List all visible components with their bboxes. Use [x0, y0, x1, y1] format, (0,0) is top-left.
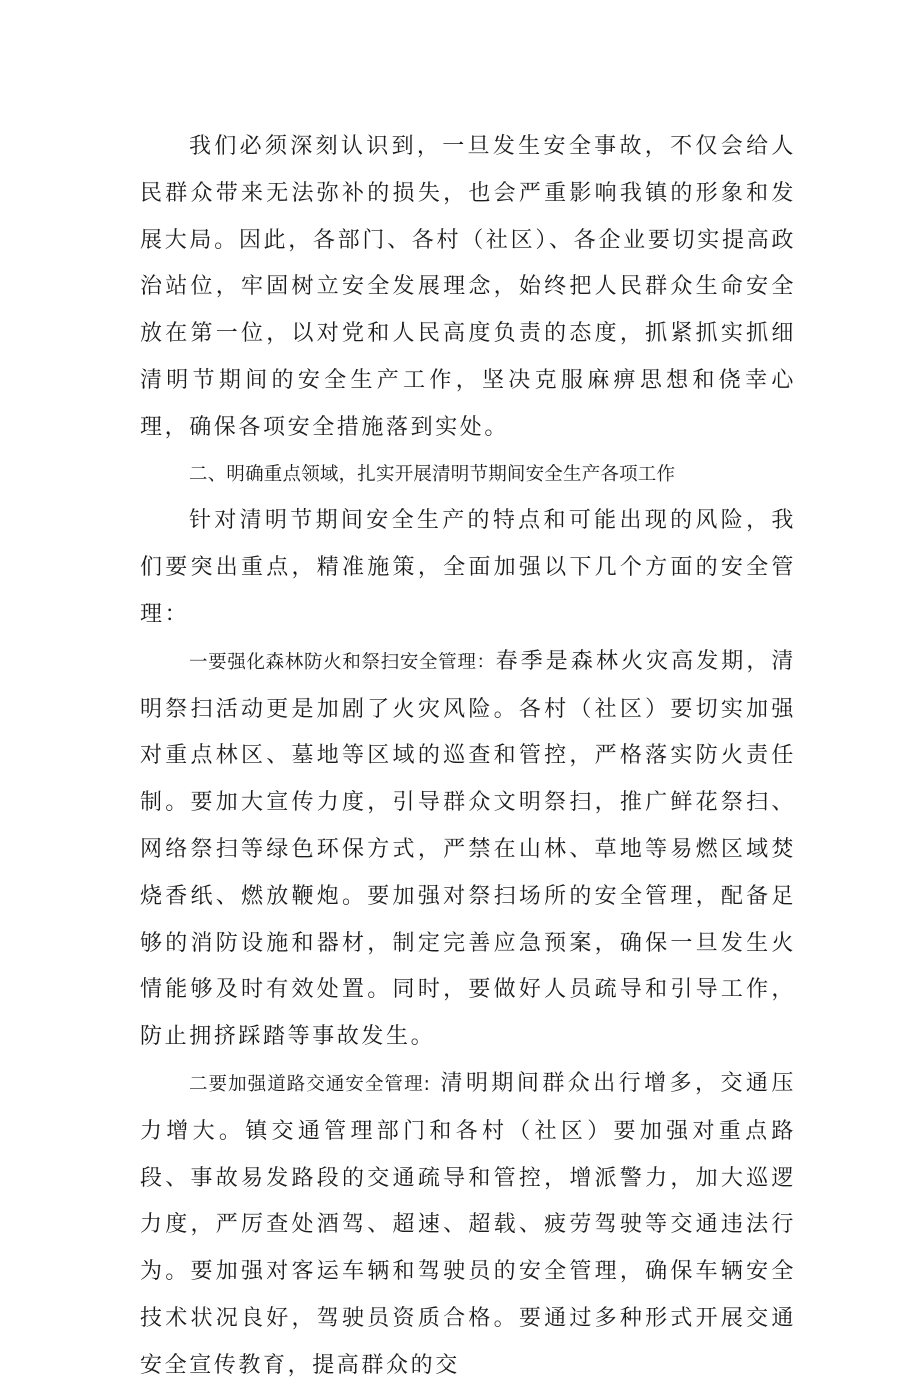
paragraph-awareness: 我们必须深刻认识到，一旦发生安全事故，不仅会给人民群众带来无法弥补的损失，也会严重影响我镇的形象和发展大局。因此，各部门、各村（社区）、各企业要切实提高政治站位，牢固树立安全发展理念，始终把人民群众生命安全放在第一位，以对党和人民高度负责的态度，抓紧抓实抓细清明节期间的安全生产工作，坚决克服麻痹思想和侥幸心理，确保各项安全措施落到实处。 — [140, 134, 796, 440]
forest-fire-lead: 一要强化森林防火和祭扫安全管理： — [189, 651, 496, 673]
forest-fire-body: 春季是森林火灾高发期，清明祭扫活动更是加剧了火灾风险。各村（社区）要切实加强对重点林区、墓地等区域的巡查和管控，严格落实防火责任制。要加大宣传力度，引导群众文明祭扫，推广鲜花祭扫、网络祭扫等绿色环保方式，严禁在山林、草地等易燃区域焚烧香纸、燃放鞭炮。要加强对祭扫场所的安全管理，配备足够的消防设施和器材，制定完善应急预案，确保一旦发生火情能够及时有效处置。同时，要做好人员疏导和引导工作，防止拥挤踩踏等事故发生。 — [140, 648, 797, 1050]
document-body — [140, 124, 796, 1390]
paragraph-intro: 针对清明节期间安全生产的特点和可能出现的风险，我们要突出重点，精准施策，全面加强以下几个方面的安全管理： — [140, 508, 796, 627]
traffic-lead: 二要加强道路交通安全管理: — [189, 1073, 431, 1095]
paragraph-traffic — [140, 1061, 796, 1390]
traffic-body: 清明期间群众出行增多，交通压力增大。镇交通管理部门和各村（社区）要加强对重点路段、事故易发路段的交通疏导和管控，增派警力，加大巡逻力度，严厉查处酒驾、超速、超载、疲劳驾驶等交通违法行为。要加强对客运车辆和驾驶员的安全管理，确保车辆安全技术状况良好，驾驶员资质合格。要通过多种形式开展交通安全宣传教育，提高群众的交 — [140, 1070, 796, 1378]
section-heading-2: 二、明确重点领域，扎实开展清明节期间安全生产各项工作 — [189, 463, 676, 485]
paragraph-forest-fire — [140, 639, 796, 1061]
